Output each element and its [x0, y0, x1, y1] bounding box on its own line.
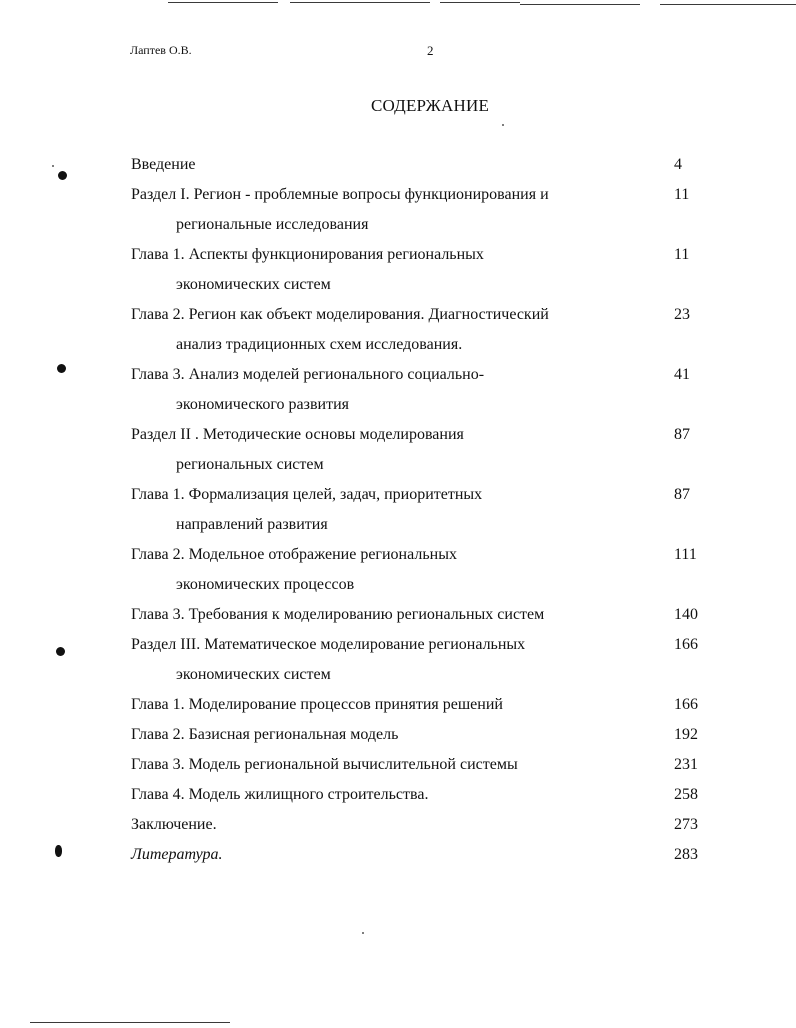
- toc-entry-page: 140: [674, 606, 698, 623]
- toc-entry-text: Глава 1. Аспекты функционирования региональных: [131, 246, 484, 263]
- toc-entry-text: Глава 3. Требования к моделированию региональных систем: [131, 606, 545, 623]
- toc-entry: [0, 540, 796, 570]
- toc-entry: [0, 480, 796, 510]
- toc-entry-continuation: [0, 450, 796, 480]
- toc-entry-page: 111: [674, 546, 697, 563]
- toc-entry-text: экономических систем: [176, 666, 331, 683]
- toc-entry-text: Глава 1. Формализация целей, задач, приоритетных: [131, 486, 483, 503]
- toc-entry-text: экономических систем: [176, 276, 331, 293]
- toc-entry-page: 166: [674, 696, 698, 713]
- toc-entry-text: Введение: [131, 156, 196, 173]
- toc-entry-page: 23: [674, 306, 690, 323]
- scan-edge-line: [30, 1022, 230, 1023]
- toc-entry-text: Литература.: [131, 846, 223, 863]
- toc-entry-text: экономических процессов: [176, 576, 355, 593]
- toc-entry: [0, 150, 796, 180]
- toc-entry-page: 87: [674, 486, 690, 503]
- toc-entry-page: 283: [674, 846, 698, 863]
- toc-entry-page: 11: [674, 246, 690, 263]
- toc-entry-text: Глава 3. Анализ моделей регионального социально-: [131, 366, 485, 383]
- toc-entry: [0, 240, 796, 270]
- toc-entry-page: 4: [674, 156, 682, 173]
- scan-speck: [502, 124, 504, 126]
- scan-speck: [362, 932, 364, 934]
- toc-entry-page: 231: [674, 756, 698, 773]
- header-author: Лаптев О.В.: [130, 43, 192, 57]
- toc-entry-text: Глава 4. Модель жилищного строительства.: [131, 786, 429, 803]
- toc-entry-text: Глава 2. Модельное отображение региональных: [131, 546, 457, 563]
- toc-entry-text: экономического развития: [176, 396, 349, 413]
- toc-entry-text: Раздел I. Регион - проблемные вопросы функционирования и: [131, 186, 549, 203]
- toc-entry-continuation: [0, 510, 796, 540]
- toc-entry-text: Раздел II . Методические основы моделирования: [131, 426, 464, 443]
- toc-entry-text: Глава 3. Модель региональной вычислительной системы: [131, 756, 518, 773]
- scan-edge-line: [440, 2, 520, 3]
- toc-entry-text: региональных систем: [176, 456, 324, 473]
- toc-entry: [0, 690, 796, 720]
- scan-edge-line: [520, 4, 640, 5]
- toc-entry-page: 166: [674, 636, 698, 653]
- toc-entry: [0, 750, 796, 780]
- toc-entry-text: анализ традиционных схем исследования.: [176, 336, 463, 353]
- toc-entry: [0, 780, 796, 810]
- header-page-number: 2: [427, 43, 434, 58]
- toc-entry-text: региональные исследования: [176, 216, 369, 233]
- toc-entry-text: направлений развития: [176, 516, 328, 533]
- toc-entry-page: 273: [674, 816, 698, 833]
- toc-entry: [0, 720, 796, 750]
- toc-entry-continuation: [0, 210, 796, 240]
- scan-edge-line: [660, 4, 796, 5]
- page-title: СОДЕРЖАНИЕ: [371, 96, 490, 115]
- toc-entry-text: Раздел III. Математическое моделирование региональных: [131, 636, 526, 653]
- toc-entry-continuation: [0, 390, 796, 420]
- toc-entry-page: 87: [674, 426, 690, 443]
- toc-entry: [0, 360, 796, 390]
- toc-entry: [0, 420, 796, 450]
- toc-entry: [0, 300, 796, 330]
- toc-entry: [0, 180, 796, 210]
- toc-entry-page: 41: [674, 366, 690, 383]
- toc-entry-text: Заключение.: [131, 816, 217, 833]
- table-of-contents: [0, 150, 796, 870]
- toc-entry-continuation: [0, 570, 796, 600]
- scan-edge-line: [290, 2, 430, 3]
- toc-entry-continuation: [0, 270, 796, 300]
- toc-entry-text: Глава 2. Базисная региональная модель: [131, 726, 399, 743]
- toc-entry-page: 192: [674, 726, 698, 743]
- toc-entry-continuation: [0, 330, 796, 360]
- toc-entry-continuation: [0, 660, 796, 690]
- toc-entry-page: 258: [674, 786, 698, 803]
- toc-entry-text: Глава 2. Регион как объект моделирования. Диагностический: [131, 306, 549, 323]
- toc-entry-text: Глава 1. Моделирование процессов принятия решений: [131, 696, 503, 713]
- toc-entry: [0, 810, 796, 840]
- toc-entry-page: 11: [674, 186, 690, 203]
- scan-edge-line: [168, 2, 278, 3]
- toc-entry: [0, 600, 796, 630]
- toc-entry: [0, 630, 796, 660]
- toc-entry: [0, 840, 796, 870]
